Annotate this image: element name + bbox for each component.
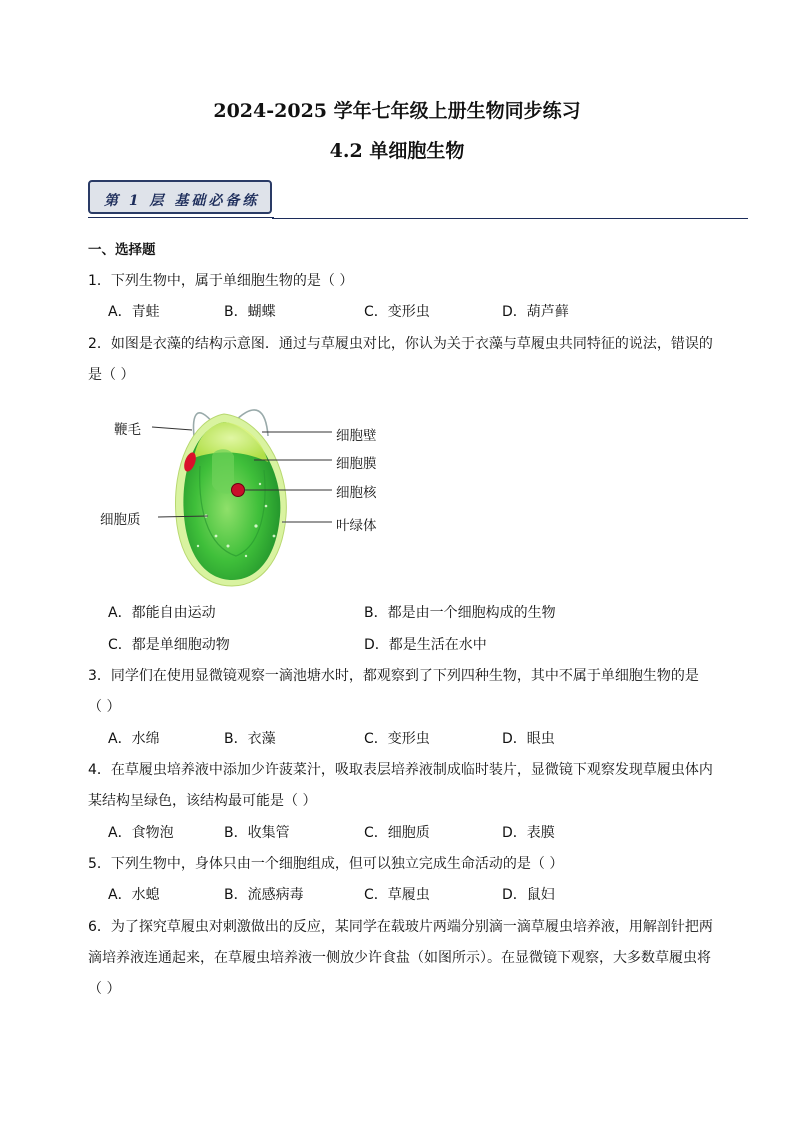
label-cytoplasm: 细胞质 [100, 512, 141, 528]
q5-option-b: B．流感病毒 [224, 887, 304, 903]
question-3-stem-line2: （ ） [88, 699, 121, 715]
q1-option-b: B．蝴蝶 [224, 304, 276, 320]
q2-option-b: B．都是由一个细胞构成的生物 [364, 605, 556, 621]
question-6-stem-line1: 6．为了探究草履虫对刺激做出的反应，某同学在载玻片两端分别滴一滴草履虫培养液，用解剖针把两 [88, 919, 713, 935]
q1-option-d: D．葫芦藓 [502, 304, 569, 320]
question-1-stem: 1．下列生物中，属于单细胞生物的是（ ） [88, 273, 354, 289]
label-chloroplast: 叶绿体 [336, 518, 377, 534]
level-tab [88, 180, 272, 214]
q5-option-c: C．草履虫 [364, 887, 430, 903]
question-2-stem-line1: 2．如图是衣藻的结构示意图．通过与草履虫对比，你认为关于衣藻与草履虫共同特征的说法，错误的 [88, 336, 713, 352]
question-2-stem-line2: 是（ ） [88, 367, 135, 383]
q3-option-c: C．变形虫 [364, 731, 430, 747]
label-flagellum: 鞭毛 [114, 422, 141, 438]
q5-option-d: D．鼠妇 [502, 887, 555, 903]
q2-option-a: A．都能自由运动 [108, 605, 216, 621]
q3-option-a: A．水绵 [108, 731, 160, 747]
label-cell-wall: 细胞壁 [336, 428, 377, 444]
document-subtitle: 4.2 单细胞生物 [329, 140, 465, 162]
q4-option-a: A．食物泡 [108, 825, 174, 841]
q2-option-c: C．都是单细胞动物 [108, 637, 230, 653]
label-cell-membrane: 细胞膜 [336, 456, 377, 472]
q5-option-a: A．水螅 [108, 887, 160, 903]
q1-option-c: C．变形虫 [364, 304, 430, 320]
question-3-stem-line1: 3．同学们在使用显微镜观察一滴池塘水时，都观察到了下列四种生物，其中不属于单细胞生物的是 [88, 668, 699, 684]
question-6-stem-line3: （ ） [88, 981, 121, 997]
q3-option-b: B．衣藻 [224, 731, 276, 747]
chlamydomonas-figure [96, 396, 396, 590]
q4-option-c: C．细胞质 [364, 825, 430, 841]
q3-option-d: D．眼虫 [502, 731, 555, 747]
question-4-stem-line2: 某结构呈绿色，该结构最可能是（ ） [88, 793, 317, 809]
question-5-stem: 5．下列生物中，身体只由一个细胞组成，但可以独立完成生命活动的是（ ） [88, 856, 564, 872]
question-4-stem-line1: 4．在草履虫培养液中添加少许菠菜汁，吸取表层培养液制成临时装片，显微镜下观察发现草履虫体内 [88, 762, 713, 778]
tab-underline [88, 217, 274, 218]
document-title: 2024-2025 学年七年级上册生物同步练习 [213, 100, 581, 122]
q1-option-a: A．青蛙 [108, 304, 160, 320]
q4-option-b: B．收集管 [224, 825, 290, 841]
level-tab-label: 第 1 层 基础必备练 [104, 193, 260, 209]
q2-option-d: D．都是生活在水中 [364, 637, 487, 653]
section-divider [272, 218, 748, 219]
section-heading: 一、选择题 [88, 242, 156, 258]
question-6-stem-line2: 滴培养液连通起来，在草履虫培养液一侧放少许食盐（如图所示）。在显微镜下观察，大多数草履虫将 [88, 950, 711, 966]
q4-option-d: D．表膜 [502, 825, 555, 841]
label-nucleus: 细胞核 [336, 485, 377, 501]
